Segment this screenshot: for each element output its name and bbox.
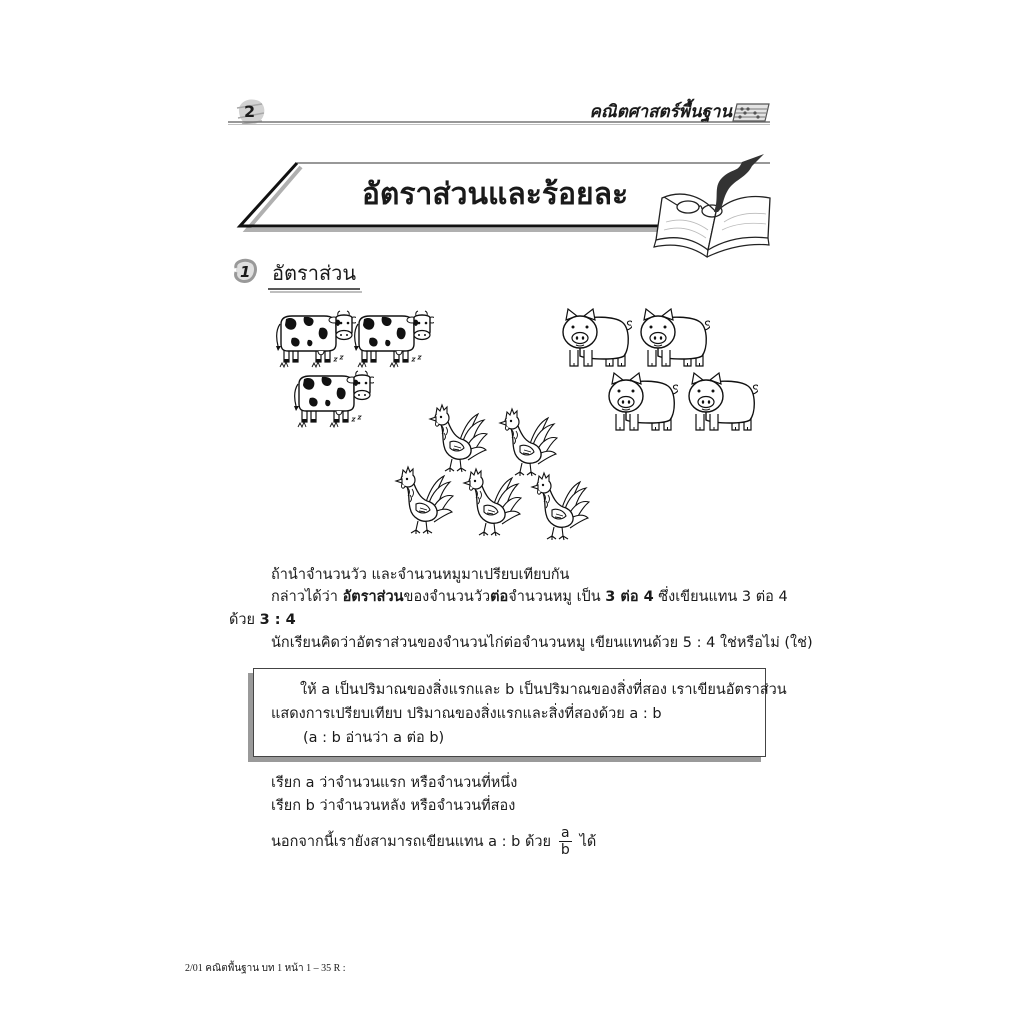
text-segment: กล่าวได้ว่า [271,589,343,605]
rooster-icon [430,405,487,472]
section-number: 1 [240,263,251,281]
chapter-title: อัตราส่วนและร้อยละ [361,177,629,212]
bold-ratio-words: 3 ต่อ 4 [605,589,654,605]
fraction-numerator: a [561,825,570,841]
cow-illustrations [276,311,436,427]
fraction-denominator: b [560,842,570,858]
abacus-icon [733,104,769,121]
section-title: อัตราส่วน [272,261,357,285]
bold-ratio-notation: 3 : 4 [259,612,296,628]
intro-line-2 [271,586,788,608]
cow-icon [354,311,436,367]
intro-question: นักเรียนคิดว่าอัตราส่วนของจำนวนไก่ต่อจำนวนหมู เขียนแทนด้วย 5 : 4 ใช่หรือไม่ (ใช่) [271,635,813,651]
definition-line-2: แสดงการเปรียบเทียบ ปริมาณของสิ่งแรกและสิ่งที่สองด้วย a : b [271,706,662,722]
definition-line-3: (a : b อ่านว่า a ต่อ b) [303,730,445,746]
bold-term-ratio: อัตราส่วน [342,589,404,605]
pig-icon [563,309,633,366]
pig-icon [689,373,759,430]
pig-illustrations [563,309,759,430]
pig-icon [641,309,711,366]
section-title-underline [268,289,362,292]
cow-icon [276,311,358,367]
print-footer: 2/01 คณิตพื้นฐาน บท 1 หน้า 1 – 35 R : [185,963,346,974]
rooster-icon [500,409,557,476]
bold-term-to: ต่อ [490,589,509,605]
text-segment: ด้วย [229,612,260,628]
fraction-sentence [271,826,596,857]
pig-icon [609,373,679,430]
rooster-icon [532,473,589,540]
rooster-illustrations [396,405,589,540]
text-segment: ซึ่งเขียนแทน 3 ต่อ 4 [653,589,788,605]
term-second: เรียก b ว่าจำนวนหลัง หรือจำนวนที่สอง [271,798,516,814]
definition-line-1: ให้ a เป็นปริมาณของสิ่งแรกและ b เป็นปริมาณของสิ่งที่สอง เราเขียนอัตราส่วน [300,682,787,698]
text-segment: จำนวนหมู เป็น [508,589,606,605]
rooster-icon [464,469,521,536]
page-number: 2 [244,102,256,121]
text-segment: ของจำนวนวัว [403,589,491,605]
intro-line-3 [229,609,296,631]
running-header-title: คณิตศาสตร์พื้นฐาน [589,102,732,122]
intro-line-1: ถ้านำจำนวนวัว และจำนวนหมูมาเปรียบเทียบกัน [271,567,570,583]
rooster-icon [396,467,453,534]
fraction-lead-text: นอกจากนี้เรายังสามารถเขียนแทน a : b ด้วย [271,833,552,850]
fraction-tail-text: ได้ [579,833,597,850]
term-first: เรียก a ว่าจำนวนแรก หรือจำนวนที่หนึ่ง [271,775,518,791]
fraction-a-over-b [559,826,572,857]
cow-icon [294,371,376,427]
